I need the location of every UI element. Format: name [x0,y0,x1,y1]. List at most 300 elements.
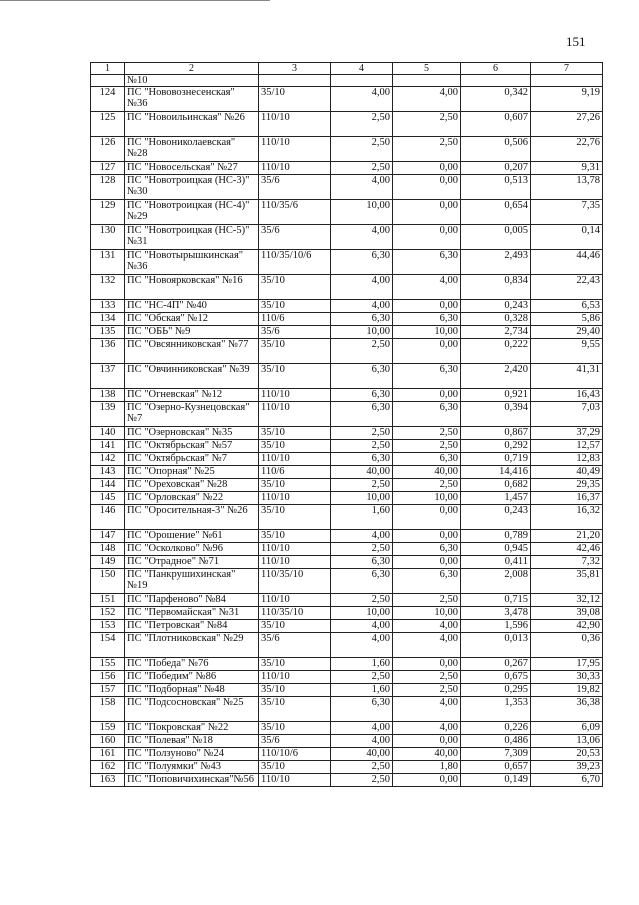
cell-num: 135 [91,326,125,339]
cell-name: ПС "Поповичихинская"№56 [125,774,259,787]
cell-col7: 29,35 [531,479,603,492]
cell-voltage: 110/10/6 [259,748,331,761]
cell-col6: 1,457 [461,492,531,505]
cell-col5: 0,00 [393,300,461,313]
cell-num: 139 [91,402,125,427]
cell-voltage: 110/35/10/6 [259,250,331,275]
cell-col4: 2,50 [331,440,393,453]
table-row [91,402,603,427]
cell-name: №10 [125,75,259,87]
cell-name: ПС "Полуямки" №43 [125,761,259,774]
cell-col4: 2,50 [331,137,393,162]
cell-voltage: 35/10 [259,440,331,453]
cell-voltage: 35/10 [259,479,331,492]
cell-num: 151 [91,594,125,607]
cell-voltage: 35/10 [259,339,331,364]
table-row [91,250,603,275]
cell-name: ПС "Опорная" №25 [125,466,259,479]
cell-name: ПС "Октябрьская" №57 [125,440,259,453]
cell-col4: 4,00 [331,300,393,313]
cell-col4: 2,50 [331,761,393,774]
cell-col6: 0,292 [461,440,531,453]
cell-name: ПС "Первомайская" №31 [125,607,259,620]
header-row [91,63,603,75]
cell-name: ПС "Панкрушихинская" №19 [125,569,259,594]
cell-num: 127 [91,162,125,175]
cell-col7: 22,76 [531,137,603,162]
cell-name: ПС "Новоярковская" №16 [125,275,259,300]
cell-col5: 0,00 [393,774,461,787]
cell-col6: 0,867 [461,427,531,440]
cell-num: 126 [91,137,125,162]
cell-col5: 10,00 [393,492,461,505]
cell-col5: 2,50 [393,112,461,137]
col-header-5: 5 [393,63,461,75]
cell-col7: 6,53 [531,300,603,313]
cell-col6: 0,486 [461,735,531,748]
cell-col7: 19,82 [531,684,603,697]
table-row [91,87,603,112]
cell-col5: 0,00 [393,225,461,250]
cell-num: 124 [91,87,125,112]
cell-col4: 6,30 [331,402,393,427]
cell-col4: 2,50 [331,112,393,137]
cell-col5: 2,50 [393,137,461,162]
cell-col4: 6,30 [331,569,393,594]
cell-col6: 0,506 [461,137,531,162]
table-row [91,364,603,389]
cell-col7: 12,57 [531,440,603,453]
cell-col7: 29,40 [531,326,603,339]
cell-voltage: 110/10 [259,774,331,787]
table-row [91,748,603,761]
cell-num: 153 [91,620,125,633]
cell-num: 145 [91,492,125,505]
cell-col4: 40,00 [331,748,393,761]
cell-num: 134 [91,313,125,326]
table-row [91,175,603,200]
cell-num: 155 [91,658,125,671]
cell-name: ПС "Петровская" №84 [125,620,259,633]
table-row [91,620,603,633]
cell-num: 136 [91,339,125,364]
cell-col7: 17,95 [531,658,603,671]
page-number: 151 [566,34,586,49]
cell-col6: 0,013 [461,633,531,658]
cell-col4: 4,00 [331,275,393,300]
cell-col7: 22,43 [531,275,603,300]
cell-col7: 16,43 [531,389,603,402]
cell-voltage: 35/10 [259,87,331,112]
cell-col7: 42,90 [531,620,603,633]
cell-col6: 3,478 [461,607,531,620]
cell-col6: 0,207 [461,162,531,175]
cell-col4: 2,50 [331,162,393,175]
table-body [91,75,603,787]
cell-voltage: 35/6 [259,633,331,658]
cell-num: 158 [91,697,125,722]
cell-col7: 16,32 [531,505,603,530]
cell-voltage: 35/6 [259,175,331,200]
cell-col6: 0,657 [461,761,531,774]
cell-name: ПС "Подсосновская" №25 [125,697,259,722]
cell-col4: 40,00 [331,466,393,479]
cell-name: ПС "Новоильинская" №26 [125,112,259,137]
cell-name: ПС "Оросительная-3" №26 [125,505,259,530]
cell-num: 130 [91,225,125,250]
cell-col7: 21,20 [531,530,603,543]
cell-col6: 0,834 [461,275,531,300]
table-row [91,505,603,530]
cell-num: 140 [91,427,125,440]
cell-col5: 4,00 [393,633,461,658]
table-row [91,569,603,594]
table-row [91,684,603,697]
cell-col4: 4,00 [331,722,393,735]
table-row [91,225,603,250]
cell-col7: 13,78 [531,175,603,200]
cell-name: ПС "Орошение" №61 [125,530,259,543]
cell-col4: 10,00 [331,607,393,620]
cell-voltage: 110/10 [259,492,331,505]
cell-col4: 6,30 [331,453,393,466]
cell-col5: 4,00 [393,275,461,300]
cell-num: 125 [91,112,125,137]
cell-col5: 40,00 [393,466,461,479]
cell-name: ПС "Плотниковская" №29 [125,633,259,658]
cell-name: ПС "Ползуново" №24 [125,748,259,761]
cell-col7: 7,32 [531,556,603,569]
cell-col5: 2,50 [393,671,461,684]
table-row [91,275,603,300]
cell-col6: 0,149 [461,774,531,787]
cell-col6: 0,243 [461,505,531,530]
cell-col6: 0,945 [461,543,531,556]
cell-num: 128 [91,175,125,200]
cell-col6: 0,222 [461,339,531,364]
cell-col5: 6,30 [393,313,461,326]
table-row [91,479,603,492]
cell-col7: 5,86 [531,313,603,326]
cell-col7: 7,03 [531,402,603,427]
cell-col7: 27,26 [531,112,603,137]
cell-num: 163 [91,774,125,787]
cell-col4: 6,30 [331,556,393,569]
cell-col5: 40,00 [393,748,461,761]
cell-col5: 2,50 [393,440,461,453]
cell-col5: 0,00 [393,339,461,364]
cell-col7: 20,53 [531,748,603,761]
table-row [91,339,603,364]
table-row [91,633,603,658]
cell-col5: 2,50 [393,427,461,440]
cell-col4: 2,50 [331,543,393,556]
table-row [91,112,603,137]
cell-col6: 0,715 [461,594,531,607]
cell-col6: 0,295 [461,684,531,697]
cell-num: 129 [91,200,125,225]
cell-name: ПС "Овчинниковская" №39 [125,364,259,389]
cell-col4: 4,00 [331,735,393,748]
cell-voltage: 110/35/6 [259,200,331,225]
cell-col6: 0,921 [461,389,531,402]
cell-num: 154 [91,633,125,658]
cell-name: ПС "Орловская" №22 [125,492,259,505]
cell-voltage: 35/6 [259,225,331,250]
cell-voltage: 35/10 [259,658,331,671]
cell-name: ПС "Новосельская" №27 [125,162,259,175]
cell-col5: 0,00 [393,530,461,543]
table-row [91,453,603,466]
table-row [91,722,603,735]
cell-voltage: 110/10 [259,671,331,684]
top-rule [0,0,270,1]
cell-col4: 2,50 [331,339,393,364]
cell-voltage: 35/10 [259,761,331,774]
cell-voltage: 35/10 [259,364,331,389]
col-header-6: 6 [461,63,531,75]
table-row [91,466,603,479]
cell-col7: 41,31 [531,364,603,389]
cell-name: ПС "Озерно-Кузнецовская" №7 [125,402,259,427]
cell-col4: 4,00 [331,530,393,543]
cell-voltage: 35/10 [259,620,331,633]
cell-voltage: 35/10 [259,530,331,543]
cell-voltage: 35/10 [259,684,331,697]
table-row [91,697,603,722]
table-row [91,492,603,505]
cell-col7: 39,08 [531,607,603,620]
cell-name: ПС "Новотроицкая (НС-4)" №29 [125,200,259,225]
cell-col5: 10,00 [393,326,461,339]
cell-col4: 6,30 [331,389,393,402]
cell-voltage: 110/10 [259,402,331,427]
cell-num: 162 [91,761,125,774]
cell-name: ПС "Октябрьская" №7 [125,453,259,466]
cell-col7: 36,38 [531,697,603,722]
cell-col5: 6,30 [393,569,461,594]
cell-voltage: 110/10 [259,137,331,162]
cell-col6: 1,353 [461,697,531,722]
cell-num: 141 [91,440,125,453]
cell-num: 160 [91,735,125,748]
cell-col4: 2,50 [331,427,393,440]
col-header-3: 3 [259,63,331,75]
cell-col4: 4,00 [331,620,393,633]
table-row [91,200,603,225]
cell-col6: 0,789 [461,530,531,543]
cell-col4: 4,00 [331,175,393,200]
cell-col7: 9,55 [531,339,603,364]
cell-col7: 0,36 [531,633,603,658]
cell-col6: 0,675 [461,671,531,684]
table-row [91,671,603,684]
cell-name: ПС "Ореховская" №28 [125,479,259,492]
cell-col7: 42,46 [531,543,603,556]
cell-voltage: 35/6 [259,735,331,748]
cell-col4: 10,00 [331,326,393,339]
cell-name: ПС "Победим" №86 [125,671,259,684]
cell-name: ПС "Новотроицкая (НС-5)" №31 [125,225,259,250]
cell-col7: 39,23 [531,761,603,774]
cell-col4: 2,50 [331,479,393,492]
cell-col5: 0,00 [393,200,461,225]
cell-col4: 4,00 [331,225,393,250]
cell-name: ПС "Покровская" №22 [125,722,259,735]
cell-col7: 0,14 [531,225,603,250]
cell-col5: 4,00 [393,87,461,112]
col-header-7: 7 [531,63,603,75]
cell-col4: 4,00 [331,633,393,658]
cell-name: ПС "Новониколаевская" №28 [125,137,259,162]
cell-col4: 1,60 [331,684,393,697]
table-row [91,735,603,748]
cell-num [91,75,125,87]
cell-name: ПС "Обская" №12 [125,313,259,326]
cell-col7: 44,46 [531,250,603,275]
cell-col5: 6,30 [393,543,461,556]
table-row [91,389,603,402]
cell-col4: 4,00 [331,87,393,112]
cell-col6: 0,411 [461,556,531,569]
cell-col5: 0,00 [393,162,461,175]
table-row [91,162,603,175]
cell-col6: 0,513 [461,175,531,200]
cell-col4: 2,50 [331,594,393,607]
cell-col7: 30,33 [531,671,603,684]
cell-col6: 0,267 [461,658,531,671]
cell-num: 152 [91,607,125,620]
cell-num: 157 [91,684,125,697]
table-row [91,774,603,787]
cell-num: 133 [91,300,125,313]
cell-col6: 7,309 [461,748,531,761]
cell-num: 144 [91,479,125,492]
table-row [91,556,603,569]
cell-num: 149 [91,556,125,569]
cell-voltage: 110/10 [259,453,331,466]
cell-col6: 14,416 [461,466,531,479]
cell-name: ПС "Отрадное" №71 [125,556,259,569]
cell-num: 148 [91,543,125,556]
cell-name: ПС "Полевая" №18 [125,735,259,748]
cell-col4: 10,00 [331,200,393,225]
cell-num: 132 [91,275,125,300]
cell-col5: 0,00 [393,389,461,402]
cell-col7: 37,29 [531,427,603,440]
cell-name: ПС "Парфеново" №84 [125,594,259,607]
cell-num: 146 [91,505,125,530]
cell-col6: 2,734 [461,326,531,339]
cell-voltage: 35/10 [259,427,331,440]
cell-col6: 0,607 [461,112,531,137]
cell-col5: 2,50 [393,684,461,697]
cell-voltage: 110/35/10 [259,569,331,594]
cell-col4: 1,60 [331,505,393,530]
col-header-1: 1 [91,63,125,75]
cell-name: ПС "Подборная" №48 [125,684,259,697]
cell-col7: 6,70 [531,774,603,787]
cell-num: 137 [91,364,125,389]
cell-col6: 2,493 [461,250,531,275]
cell-col5: 0,00 [393,556,461,569]
cell-voltage: 110/10 [259,389,331,402]
cell-col7: 40,49 [531,466,603,479]
table-row [91,137,603,162]
table-row [91,326,603,339]
table-row [91,607,603,620]
cell-col7: 7,35 [531,200,603,225]
cell-voltage: 35/10 [259,505,331,530]
col-header-4: 4 [331,63,393,75]
cell-col6: 2,008 [461,569,531,594]
cell-col5: 0,00 [393,505,461,530]
cell-num: 138 [91,389,125,402]
cell-col5: 4,00 [393,620,461,633]
cell-col7: 13,06 [531,735,603,748]
cell-col4: 10,00 [331,492,393,505]
cell-col6: 0,682 [461,479,531,492]
table-row [91,313,603,326]
cell-col7: 6,09 [531,722,603,735]
cell-col5: 1,80 [393,761,461,774]
cell-col5: 4,00 [393,697,461,722]
cell-col4: 1,60 [331,658,393,671]
cell-col5: 0,00 [393,658,461,671]
cell-col4: 6,30 [331,250,393,275]
cell-num: 161 [91,748,125,761]
cell-name: ПС "Овсянниковская" №77 [125,339,259,364]
cell-name: ПС "Новотроицкая (НС-3)" №30 [125,175,259,200]
cell-voltage: 110/6 [259,466,331,479]
cell-num: 131 [91,250,125,275]
table-row [91,543,603,556]
cell-col7: 12,83 [531,453,603,466]
cell-col4: 2,50 [331,671,393,684]
cell-col4: 6,30 [331,697,393,722]
cell-voltage: 110/10 [259,594,331,607]
table-row [91,658,603,671]
cell-col6: 0,005 [461,225,531,250]
cell-name: ПС "Огневская" №12 [125,389,259,402]
cell-col6: 0,654 [461,200,531,225]
cell-col5: 2,50 [393,479,461,492]
cell-col6: 0,243 [461,300,531,313]
cell-col5: 0,00 [393,735,461,748]
table-row [91,440,603,453]
cell-col5: 2,50 [393,594,461,607]
cell-col6: 0,394 [461,402,531,427]
cell-num: 150 [91,569,125,594]
cell-col6: 0,342 [461,87,531,112]
cell-name: ПС "Новотырышкинская" №36 [125,250,259,275]
continuation-row [91,75,603,87]
cell-col5: 4,00 [393,722,461,735]
cell-col4: 6,30 [331,364,393,389]
cell-col6: 0,226 [461,722,531,735]
cell-col7: 16,37 [531,492,603,505]
cell-col4: 6,30 [331,313,393,326]
cell-col5: 6,30 [393,250,461,275]
cell-voltage: 110/35/10 [259,607,331,620]
data-table [90,62,603,787]
cell-voltage: 110/10 [259,543,331,556]
cell-col7: 32,12 [531,594,603,607]
cell-num: 143 [91,466,125,479]
cell-voltage: 110/10 [259,112,331,137]
cell-voltage: 35/10 [259,697,331,722]
cell-col5: 6,30 [393,364,461,389]
